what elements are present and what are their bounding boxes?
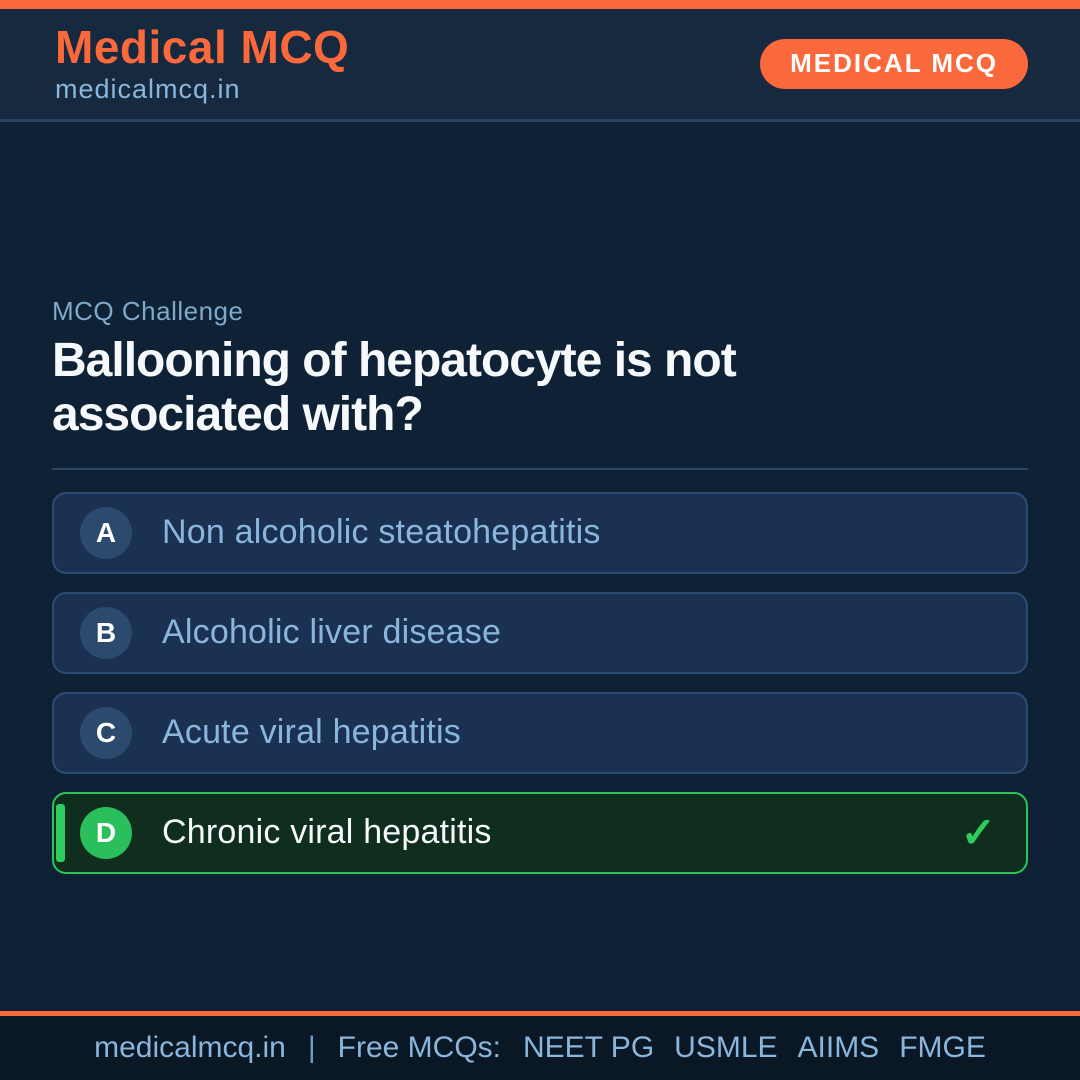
option-c-letter-badge: C bbox=[80, 707, 132, 759]
question-text: Ballooning of hepatocyte is not associated with? bbox=[52, 334, 736, 441]
option-d-label: Chronic viral hepatitis bbox=[162, 813, 492, 851]
main-content bbox=[0, 296, 1080, 874]
option-c[interactable] bbox=[52, 692, 1028, 774]
option-b[interactable] bbox=[52, 592, 1028, 674]
footer-site: medicalmcq.in bbox=[94, 1031, 286, 1064]
header bbox=[0, 9, 1080, 122]
option-c-label: Acute viral hepatitis bbox=[162, 713, 462, 751]
footer-exam-neet-pg: NEET PG bbox=[523, 1031, 655, 1064]
top-accent-bar bbox=[0, 0, 1080, 9]
option-a-label: Non alcoholic steatohepatitis bbox=[162, 513, 601, 551]
question-divider bbox=[52, 468, 1028, 470]
question-kicker: MCQ Challenge bbox=[52, 296, 244, 326]
footer-exams bbox=[523, 1031, 986, 1065]
option-a-letter-badge: A bbox=[80, 507, 132, 559]
footer bbox=[0, 1011, 1080, 1080]
brand-title: Medical MCQ bbox=[55, 20, 350, 73]
option-d-letter-badge: D bbox=[80, 807, 132, 859]
footer-exam-aiims: AIIMS bbox=[797, 1031, 880, 1064]
footer-prefix: Free MCQs: bbox=[337, 1031, 501, 1064]
footer-separator: | bbox=[307, 1031, 316, 1064]
brand-badge: MEDICAL MCQ bbox=[760, 39, 1028, 89]
option-a[interactable] bbox=[52, 492, 1028, 574]
option-b-letter-badge: B bbox=[80, 607, 132, 659]
footer-bar bbox=[0, 1016, 1080, 1080]
option-b-label: Alcoholic liver disease bbox=[162, 613, 502, 651]
footer-exam-usmle: USMLE bbox=[674, 1031, 778, 1064]
checkmark-icon: ✓ bbox=[960, 808, 996, 856]
brand bbox=[55, 20, 350, 105]
footer-exam-fmge: FMGE bbox=[899, 1031, 986, 1064]
option-d-correct-answer[interactable] bbox=[52, 792, 1028, 874]
brand-subtitle: medicalmcq.in bbox=[55, 73, 241, 104]
options-list bbox=[52, 492, 1028, 874]
